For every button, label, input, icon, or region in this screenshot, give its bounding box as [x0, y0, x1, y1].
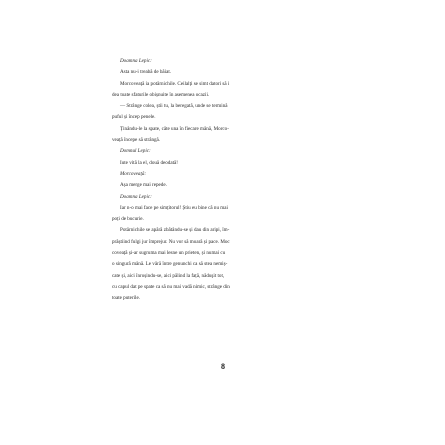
text-line: Asta nu-i treabă de băiat. — [120, 69, 172, 76]
speaker-label: Doamna Lepic: — [120, 58, 152, 64]
text-line: veață începe să strângă. — [112, 137, 161, 144]
speaker-label: Doamna Lepic: — [120, 193, 152, 200]
speaker-label: Morcoveață: — [120, 170, 147, 177]
text-line: Așa merge mai repede. — [120, 182, 167, 189]
text-line: toate puterile. — [112, 295, 141, 302]
text-block — [112, 56, 322, 305]
text-line: — Strânge colea, știi tu, la beregată, unde se termină — [120, 103, 228, 110]
text-line: Iute vită la el, două deodată! — [120, 159, 178, 166]
text-line: cu capul dat pe spate ca să nu mai vadă nimic, strânge din — [112, 283, 230, 290]
text-line: Morcoveață ia potârnichile. Ceilalți se simt datori să i — [120, 80, 230, 87]
text-line: dea toate sfaturile obișnuite în asemenea ocazii. — [112, 91, 210, 98]
text-line: prăștiind fulgi jur împrejur. Nu vor să moară și pace. Moc — [112, 238, 230, 245]
text-line: Ținându-le la spate, câte una în fiecare mână, Morco- — [120, 125, 229, 132]
text-line: Iar n-o mai face pe simțitorul! Știu eu bine că nu mai — [120, 204, 228, 211]
text-line: cate și, aici înroșindu-se, aici pălind la față, năduşit tot, — [112, 272, 225, 279]
page-number: 8 — [221, 362, 225, 371]
text-line: o singură mână. Le vâră între genunchi ca să stea nemiș- — [112, 261, 228, 268]
text-line: coveață și-ar sugruma mai lesne un prieten, și numai cu — [112, 250, 226, 257]
text-line: puful și încep penele. — [112, 114, 156, 121]
text-line: Potârnichile se apără zbătându-se și dau din aripi, îm- — [120, 227, 230, 234]
text-line: poți de bucurie. — [112, 216, 144, 223]
speaker-label: Domnul Lepic: — [120, 148, 151, 155]
